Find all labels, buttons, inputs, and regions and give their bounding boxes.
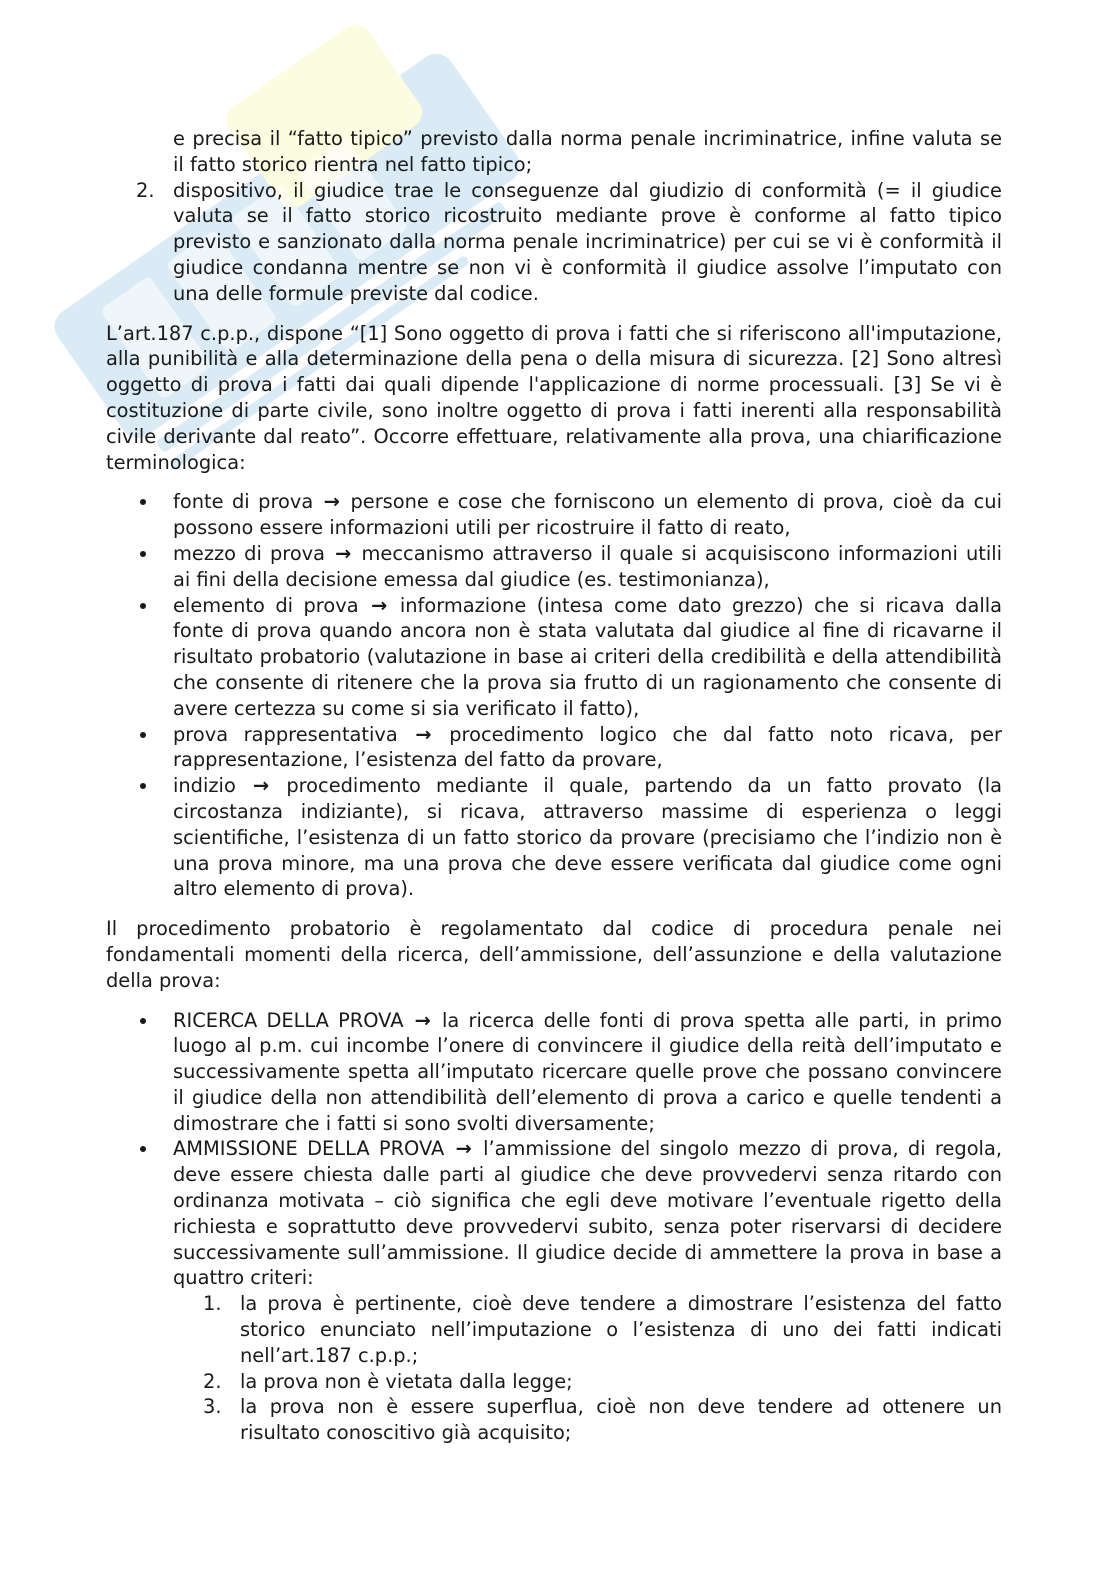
definition: procedimento logico che dal fatto noto ricava, per rappresentazione, l’esistenza del fatto da provare, bbox=[173, 722, 1002, 772]
bullet-icon bbox=[140, 551, 146, 557]
definition: la ricerca delle fonti di prova spetta alle parti, in primo luogo al p.m. cui incombe l’onere di convincere il giudice della reità dell’imputato e successivamente spetta all’imputato ricercare quelle prove che possano convincere il giudice della non attendibilità dell’elemento di prova a carico e quelle tendenti a dimostrare che i fatti si sono svolti diversamente; bbox=[173, 1008, 1002, 1135]
definition: informazione (intesa come dato grezzo) che si ricava dalla fonte di prova quando ancora non è stata valutata dal giudice al fine di ricavarne il risultato probatorio (valutazione in base ai criteri della credibilità e della attendibilità che consente di ritenere che la prova sia frutto di un ragionamento che consente di avere certezza su come si sia verificato il fatto), bbox=[173, 593, 1002, 720]
paragraph-art187: L’art.187 c.p.p., dispone “[1] Sono oggetto di prova i fatti che si riferiscono all'imputazione, alla punibilità e alla determinazione della pena o della misura di sicurezza. [2] Sono altresì oggetto di prova i fatti dai quali dipende l'applicazione di norme processuali. [3] Se vi è costituzione di parte civile, sono inoltre oggetto di prova i fatti inerenti alla responsabilità civile derivante dal reato”. Occorre effettuare, relativamente alla prova, una chiarificazione terminologica: bbox=[106, 321, 1002, 474]
term: fonte di prova bbox=[173, 490, 314, 514]
arrow-right-icon: → bbox=[335, 541, 352, 565]
document-page bbox=[106, 126, 1002, 1446]
definition: l’ammissione del singolo mezzo di prova, di regola, deve essere chiesta dalle parti al giudice che deve provvedervi senza ritardo con ordinanza motivata – ciò significa che egli deve motivare l’eventuale rigetto della richiesta e soprattutto deve provvedervi subito, senza poter riservarsi di decidere successivamente sull’ammissione. Il giudice decide di ammettere la prova in base a quattro criteri: bbox=[173, 1137, 1002, 1290]
list-item bbox=[106, 178, 1002, 307]
list-item bbox=[106, 722, 1002, 774]
list-item bbox=[106, 489, 1002, 541]
list-number: 1. bbox=[203, 1292, 222, 1316]
terminology-list bbox=[106, 489, 1002, 902]
arrow-right-icon: → bbox=[455, 1137, 472, 1161]
bullet-icon bbox=[140, 1146, 146, 1152]
definition: persone e cose che forniscono un elemento di prova, cioè da cui possono essere informazioni utili per ricostruire il fatto di reato, bbox=[173, 490, 1002, 540]
list-item bbox=[106, 541, 1002, 593]
term: indizio bbox=[173, 774, 236, 798]
term: prova rappresentativa bbox=[173, 722, 398, 746]
definition: meccanismo attraverso il quale si acquisiscono informazioni utili ai fini della decisione emessa dal giudice (es. testimonianza), bbox=[173, 541, 1002, 591]
continued-list-item: e precisa il “fatto tipico” previsto dalla norma penale incriminatrice, infine valuta se il fatto storico rientra nel fatto tipico; bbox=[173, 127, 1002, 176]
bullet-icon bbox=[140, 732, 146, 738]
bullet-icon bbox=[140, 603, 146, 609]
list-item-text: la prova è pertinente, cioè deve tendere a dimostrare l’esistenza del fatto storico enunciato nell’imputazione o l’esistenza di uno dei fatti indicati nell’art.187 c.p.p.; bbox=[240, 1292, 1002, 1367]
list-number: 2. bbox=[203, 1369, 222, 1393]
list-number: 3. bbox=[203, 1395, 222, 1419]
term: elemento di prova bbox=[173, 593, 359, 617]
probative-phases-list bbox=[106, 1008, 1002, 1447]
decision-phases-list bbox=[106, 178, 1002, 307]
list-item-text: la prova non è essere superflua, cioè non deve tendere ad ottenere un risultato conoscitivo già acquisito; bbox=[240, 1395, 1002, 1445]
term: mezzo di prova bbox=[173, 541, 326, 565]
term: RICERCA DELLA PROVA bbox=[173, 1008, 404, 1032]
list-item bbox=[173, 1291, 1002, 1368]
term: AMMISSIONE DELLA PROVA bbox=[173, 1137, 445, 1161]
arrow-right-icon: → bbox=[323, 490, 340, 514]
list-item bbox=[173, 1394, 1002, 1446]
list-item-text: la prova non è vietata dalla legge; bbox=[240, 1369, 573, 1393]
bullet-icon bbox=[140, 499, 146, 505]
arrow-right-icon: → bbox=[415, 722, 432, 746]
list-number: 2. bbox=[136, 178, 155, 202]
arrow-right-icon: → bbox=[371, 593, 388, 617]
list-item bbox=[106, 1136, 1002, 1446]
bullet-icon bbox=[140, 783, 146, 789]
list-item-text: dispositivo, il giudice trae le conseguenze dal giudizio di conformità (= il giudice valuta se il fatto storico ricostruito mediante prove è conforme al fatto tipico previsto e sanzionato dalla norma penale incriminatrice) per cui se vi è conformità il giudice condanna mentre se non vi è conformità il giudice assolve l’imputato con una delle formule previste dal codice. bbox=[173, 178, 1002, 305]
admission-criteria-list bbox=[173, 1291, 1002, 1446]
list-item bbox=[106, 1008, 1002, 1137]
bullet-icon bbox=[140, 1018, 146, 1024]
paragraph-procedimento: Il procedimento probatorio è regolamentato dal codice di procedura penale nei fondamentali momenti della ricerca, dell’ammissione, dell’assunzione e della valutazione della prova: bbox=[106, 917, 1002, 992]
arrow-right-icon: → bbox=[414, 1008, 431, 1032]
list-item bbox=[106, 773, 1002, 902]
list-item bbox=[106, 593, 1002, 722]
definition: procedimento mediante il quale, partendo da un fatto provato (la circostanza indiziante), si ricava, attraverso massime di esperienza o leggi scientifiche, l’esistenza di un fatto storico da provare (precisiamo che l’indizio non è una prova minore, ma una prova che deve essere verificata dal giudice come ogni altro elemento di prova). bbox=[173, 774, 1002, 901]
list-item bbox=[173, 1369, 1002, 1395]
arrow-right-icon: → bbox=[252, 774, 270, 798]
